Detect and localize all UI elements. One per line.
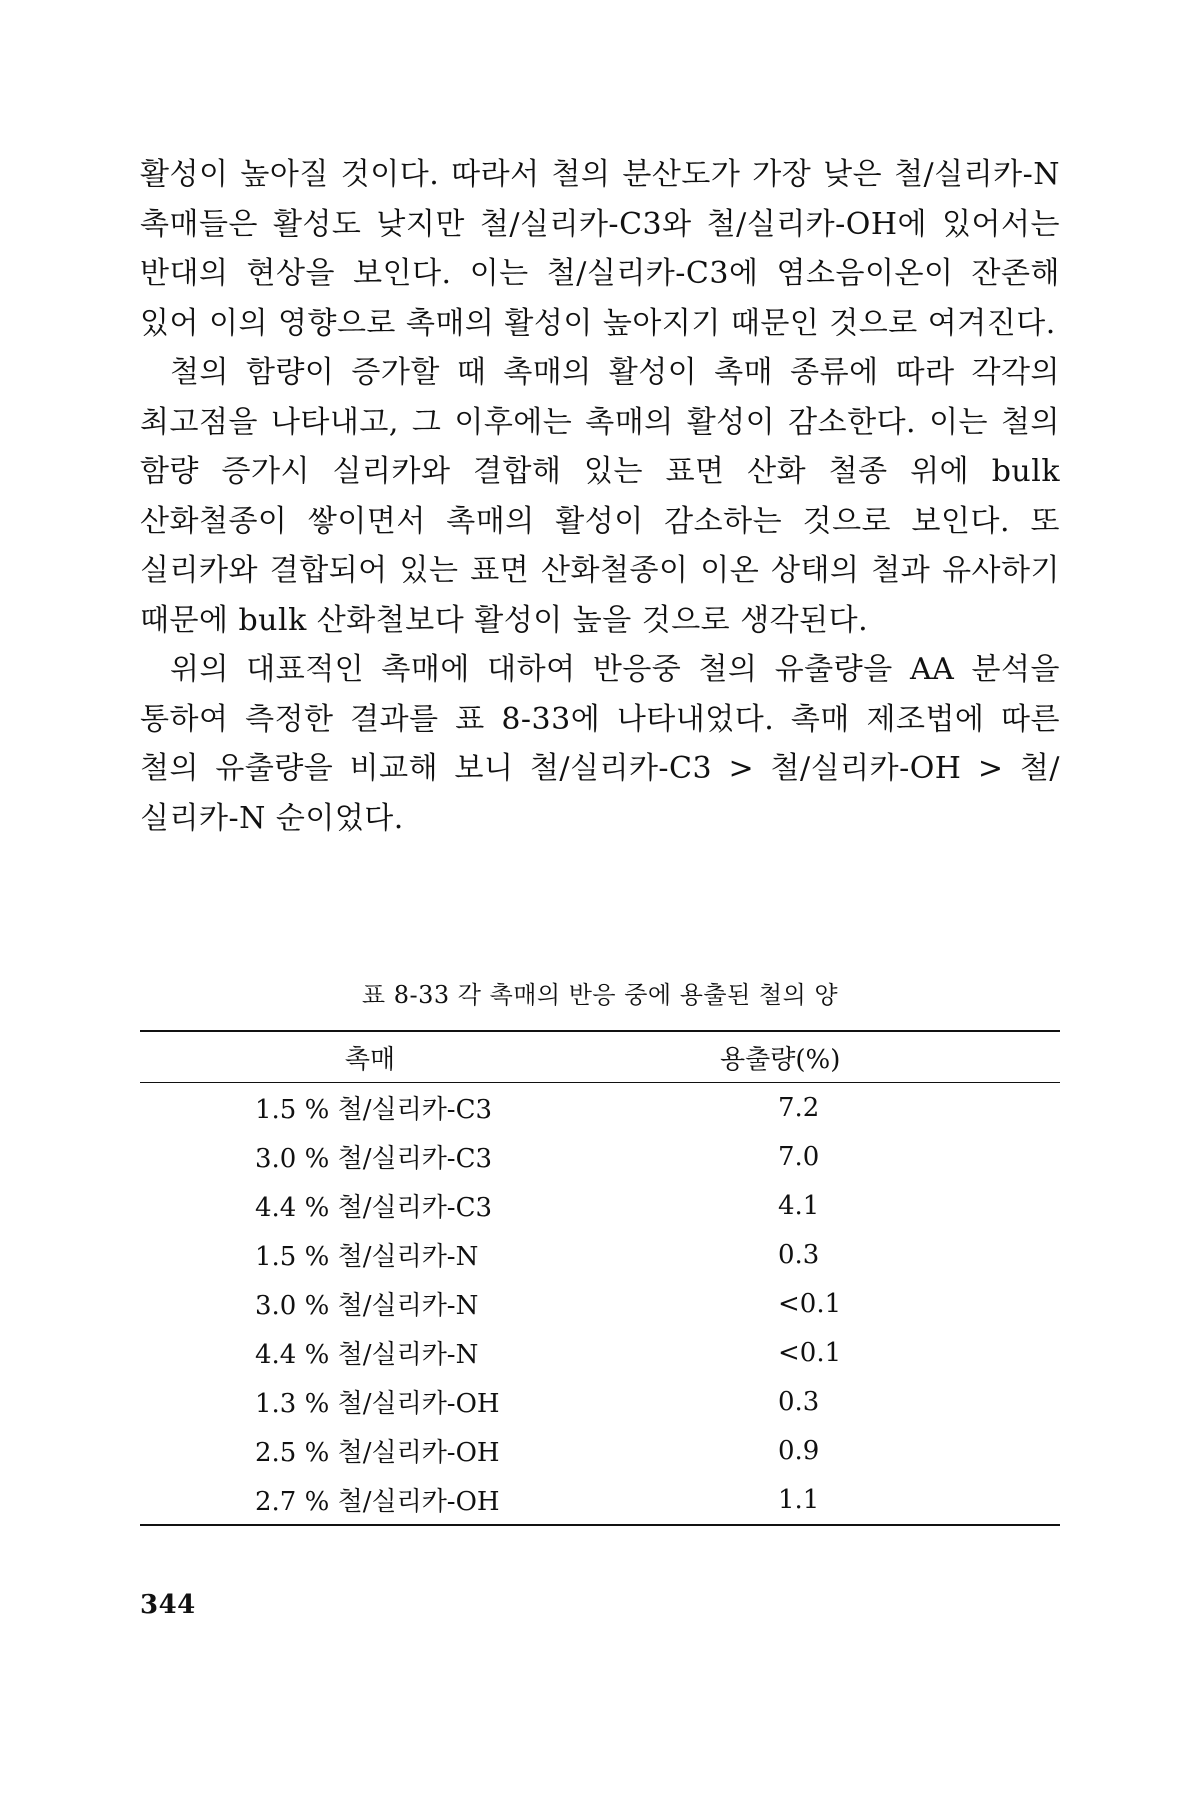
catalyst-cell: 1.5 % 철/실리카-C3: [255, 1095, 493, 1125]
table-row: [140, 1279, 1060, 1328]
table-row: [140, 1132, 1060, 1181]
leaching-value-cell: 7.2: [778, 1092, 820, 1123]
leaching-value-cell: 0.3: [778, 1239, 820, 1270]
table-container: [140, 1030, 1060, 1526]
catalyst-cell: 3.0 % 철/실리카-N: [255, 1291, 479, 1321]
leaching-value-cell: <0.1: [778, 1337, 842, 1368]
leaching-value-cell: 4.1: [778, 1190, 820, 1221]
leaching-value-cell: 7.0: [778, 1141, 820, 1172]
iron-leaching-table: [140, 1030, 1060, 1526]
body-paragraph-3: 위의 대표적인 촉매에 대하여 반응중 철의 유출량을 AA 분석을 통하여 측정한 결과를 표 8-33에 나타내었다. 촉매 제조법에 따른 철의 유출량을 비교해 보니 철/실리카-C3 > 철/실리카-OH > 철/실리카-N 순이었다.: [140, 652, 1060, 836]
table-row: [140, 1328, 1060, 1377]
header-catalyst: 촉매: [344, 1044, 396, 1075]
page-number: 344: [140, 1590, 196, 1620]
table-row: [140, 1377, 1060, 1426]
table-row: [140, 1475, 1060, 1525]
header-leaching-amount: 용출량(%): [720, 1044, 841, 1075]
catalyst-cell: 2.7 % 철/실리카-OH: [255, 1487, 500, 1517]
body-paragraph-2: 철의 함량이 증가할 때 촉매의 활성이 촉매 종류에 따라 각각의 최고점을 나타내고, 그 이후에는 촉매의 활성이 감소한다. 이는 철의 함량 증가시 실리카와 결합해 있는 표면 산화 철종 위에 bulk 산화철종이 쌓이면서 촉매의 활성이 감소하는 것으로 보인다. 또 실리카와 결합되어 있는 표면 산화철종이 이온 상태의 철과 유사하기 때문에 bulk 산화철보다 활성이 높을 것으로 생각된다.: [140, 355, 1060, 638]
table-row: [140, 1426, 1060, 1475]
table-row: [140, 1083, 1060, 1133]
catalyst-cell: 4.4 % 철/실리카-N: [255, 1340, 479, 1370]
leaching-value-cell: 1.1: [778, 1484, 820, 1515]
leaching-value-cell: 0.3: [778, 1386, 820, 1417]
catalyst-cell: 4.4 % 철/실리카-C3: [255, 1193, 493, 1223]
leaching-value-cell: <0.1: [778, 1288, 842, 1319]
leaching-value-cell: 0.9: [778, 1435, 820, 1466]
table-caption: 표 8-33 각 촉매의 반응 중에 용출된 철의 양: [361, 981, 839, 1009]
body-paragraph-1: 활성이 높아질 것이다. 따라서 철의 분산도가 가장 낮은 철/실리카-N 촉매들은 활성도 낮지만 철/실리카-C3와 철/실리카-OH에 있어서는 반대의 현상을 보인다. 이는 철/실리카-C3에 염소음이온이 잔존해 있어 이의 영향으로 촉매의 활성이 높아지기 때문인 것으로 여겨진다.: [140, 157, 1060, 341]
table-row: [140, 1230, 1060, 1279]
document-page: [140, 150, 1060, 1620]
catalyst-cell: 1.3 % 철/실리카-OH: [255, 1389, 500, 1419]
catalyst-cell: 3.0 % 철/실리카-C3: [255, 1144, 493, 1174]
catalyst-cell: 2.5 % 철/실리카-OH: [255, 1438, 500, 1468]
table-row: [140, 1181, 1060, 1230]
catalyst-cell: 1.5 % 철/실리카-N: [255, 1242, 479, 1272]
table-header-row: [140, 1031, 1060, 1083]
